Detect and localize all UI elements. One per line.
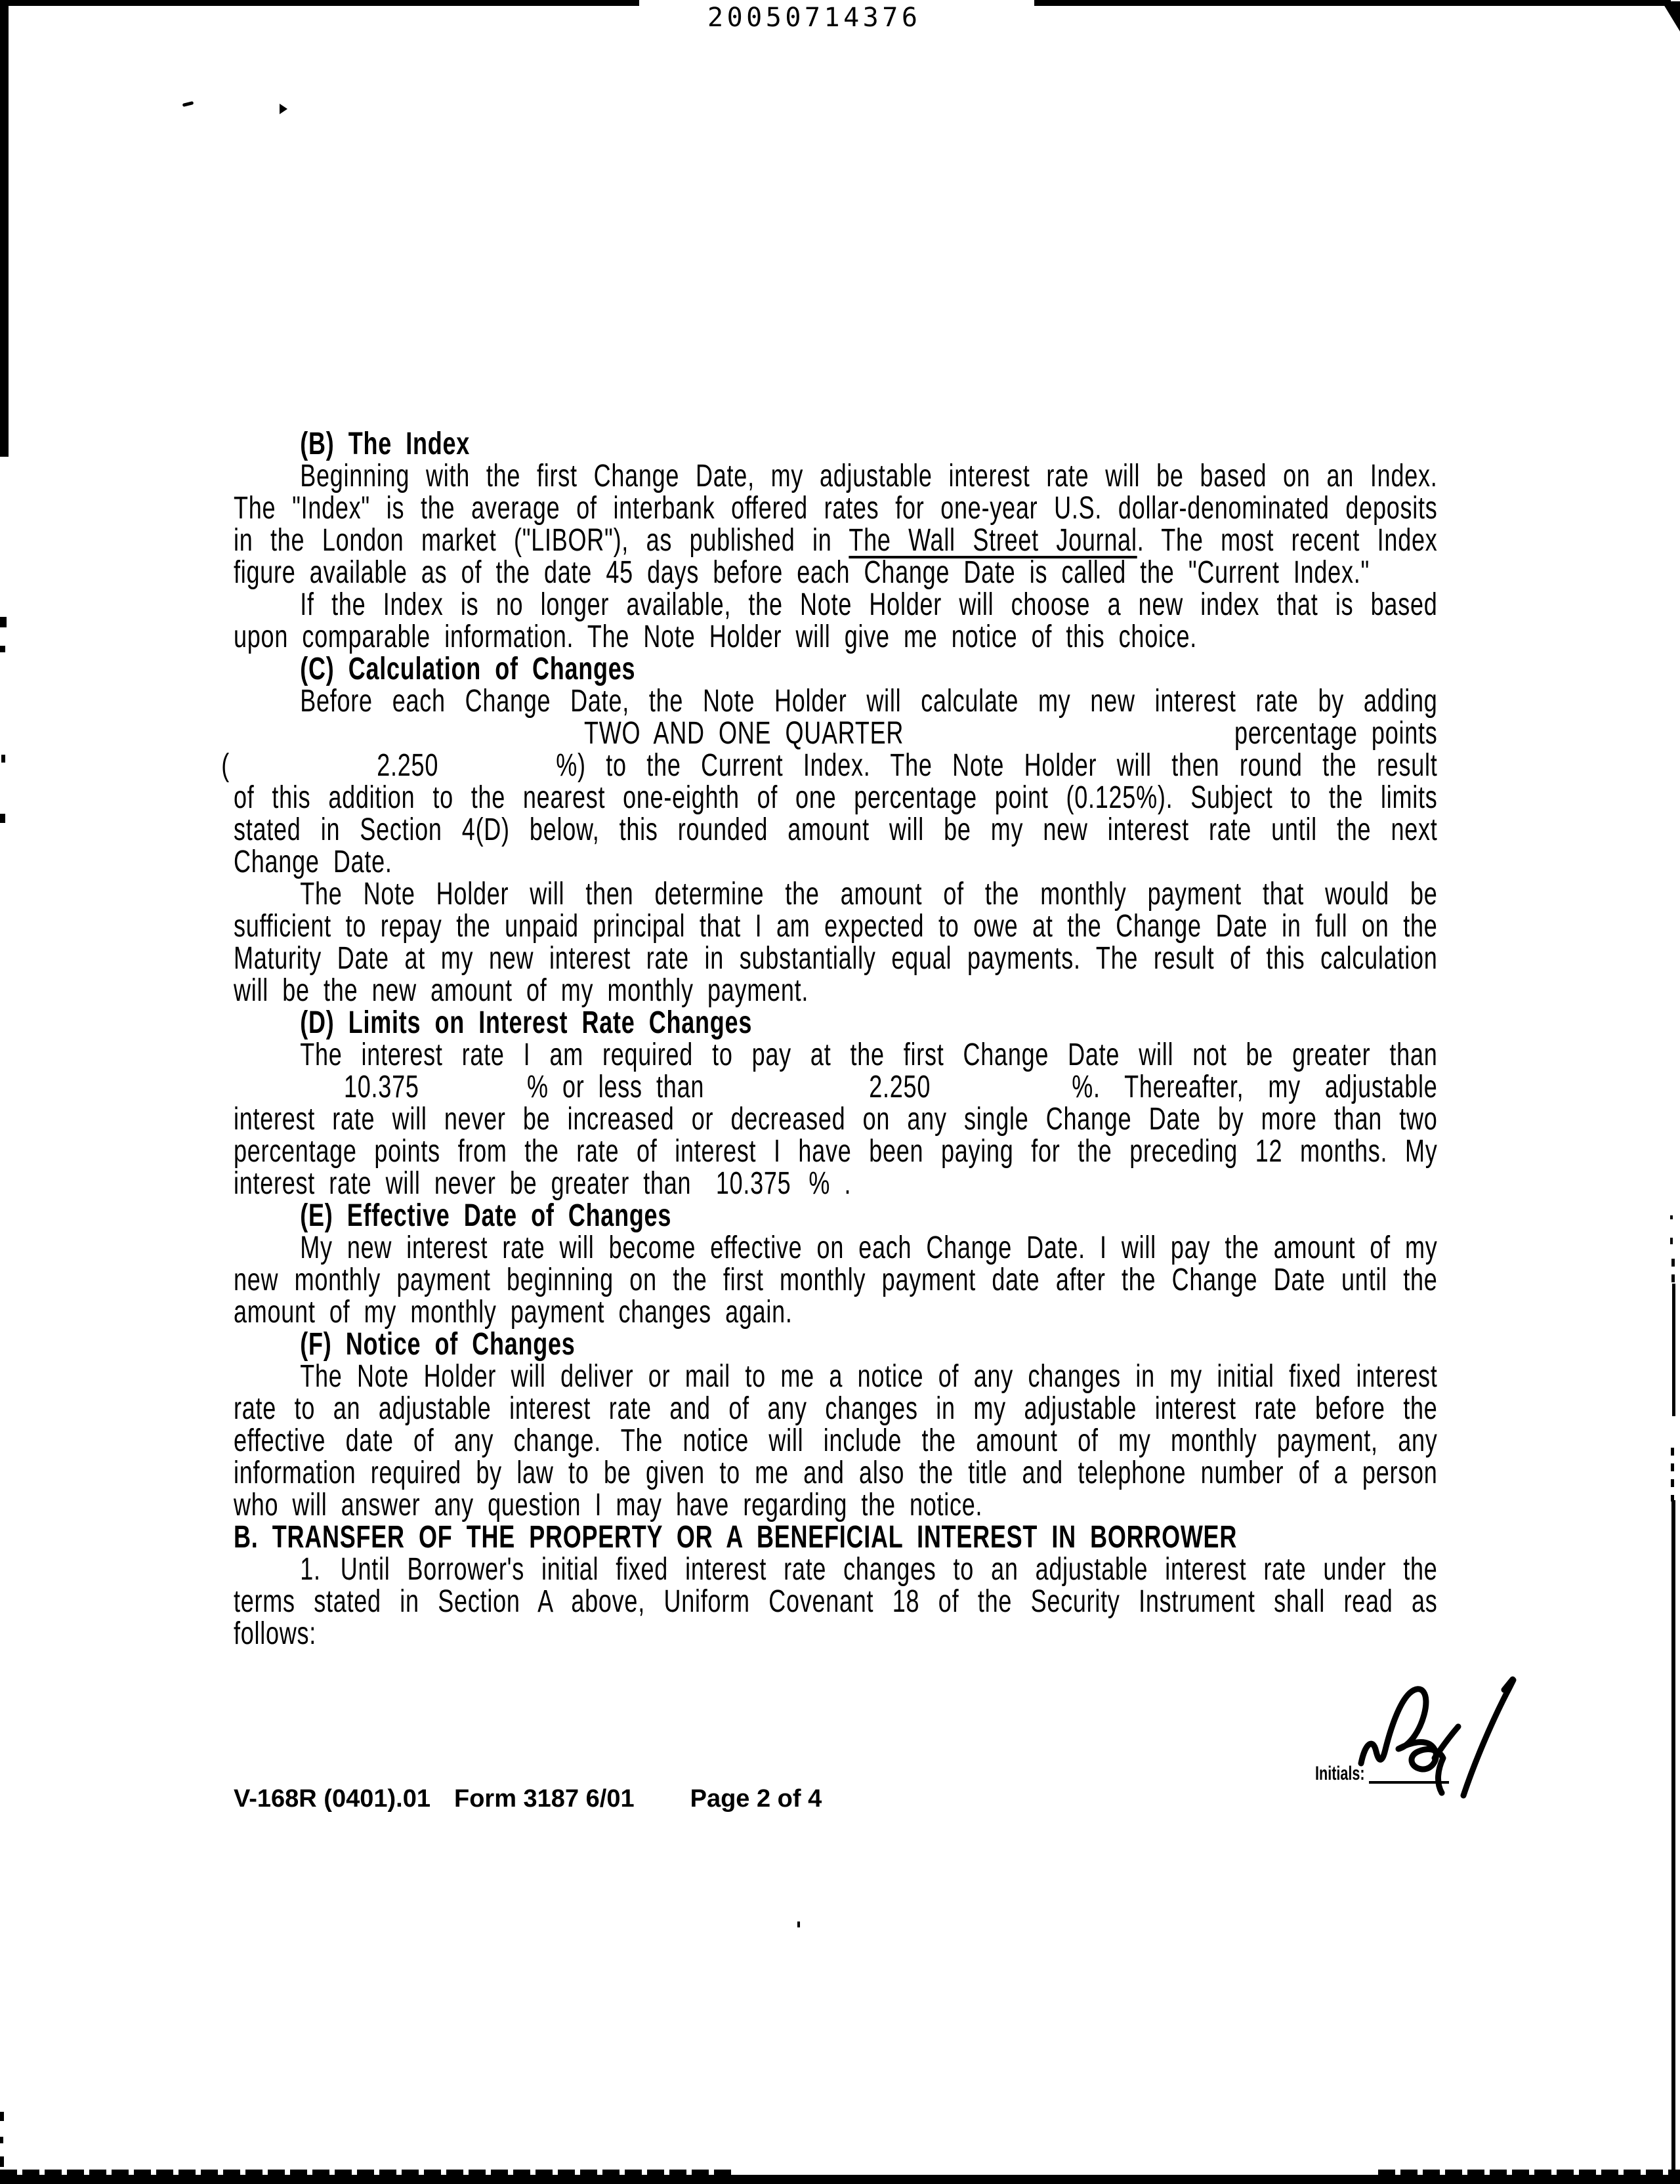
blank-space (691, 1192, 716, 1194)
scan-artifact-left-dash (0, 2112, 4, 2121)
scan-artifact-top-bar-right (1034, 0, 1671, 6)
footer-gap (430, 1806, 454, 1807)
text-run: My new interest rate will become effective on each Change Date. I will pay the amount of my new monthly payment beginning on the first monthly payment date after the Change Date until the amount of my monthly payment changes again. (234, 1230, 1438, 1330)
section-heading-c-calculation: (C) Calculation of Changes (300, 652, 636, 686)
paragraph (234, 782, 1438, 878)
scan-artifact-left-dash (0, 814, 5, 823)
paragraph (234, 589, 1438, 653)
paragraph (234, 460, 1438, 589)
fill-in-line (234, 717, 1438, 749)
section-heading-d-limits: (D) Limits on Interest Rate Changes (300, 1005, 753, 1040)
text-run: If the Index is no longer available, the Note Holder will choose a new index that is based upon comparable information. The Note Holder will give me notice of this choice. (234, 587, 1438, 654)
scan-artifact-right-edge-dashed (1671, 1259, 1675, 1285)
scan-artifact-top-right-corner (1662, 1, 1680, 32)
filled-value: TWO AND ONE QUARTER (584, 716, 904, 751)
fill-in-line (234, 1071, 1438, 1103)
paragraph (234, 1232, 1438, 1328)
initials-label: Initials: (1315, 1763, 1365, 1784)
scan-artifact-top-bar-left (0, 0, 639, 6)
filled-value: 10.375 (715, 1166, 791, 1201)
recording-number: 20050714376 (707, 3, 921, 33)
paragraph (234, 1553, 1438, 1650)
paragraph (234, 1103, 1438, 1200)
text-run: The Note Holder will then determine the amount of the monthly payment that would be sufficient to repay the unpaid principal that I am expected to owe at the Change Date in full on the Maturity Date at my new interest rate in substantially equal payments. The result of this calculation will be the new amount of my monthly payment. (234, 877, 1438, 1008)
blank-space (321, 1578, 341, 1580)
scan-artifact-speck (280, 104, 287, 114)
filled-value: 10.375 (344, 1070, 419, 1104)
section-heading-b-index: (B) The Index (300, 427, 471, 461)
scan-artifact-left-dash (0, 617, 7, 627)
filled-value: 2.250 (377, 748, 439, 783)
scan-artifact-bottom-bar (0, 2175, 1680, 2184)
form-number: Form 3187 6/01 (453, 1785, 635, 1813)
form-footer-line (234, 1785, 822, 1813)
scan-artifact-speck (797, 1922, 800, 1927)
blank-space (791, 1192, 808, 1194)
form-text: %. Thereafter, my adjustable (1072, 1070, 1438, 1104)
form-text: % or less than (527, 1070, 705, 1104)
handwritten-initials-signature (1339, 1664, 1529, 1805)
text-run: Until Borrower's initial fixed interest rate changes to an adjustable interest rate under the terms stated in Section A above, Uniform Covenant 18 of the Security Instrument shall read as follows: (234, 1552, 1438, 1651)
form-text: %) to the Current Index. The Note Holder will then round the result (556, 748, 1438, 783)
scan-artifact-right-edge-dashed (1671, 1448, 1674, 1502)
scan-artifact-speck (182, 101, 194, 107)
text-run: interest rate will never be increased or decreased on any single Change Date by more than two percentage points from the rate of interest I have been paying for the preceding 12 months. My interest rate will never be greater than (234, 1102, 1438, 1201)
scan-artifact-right-edge-line (1672, 1284, 1675, 1416)
text-run: Beginning with the first Change Date, my adjustable interest rate will be based on an Index. The "Index" is the average of interbank offered rates for one-year U.S. dollar-denominated deposits in the London market ("LIBOR"), as published in (234, 459, 1438, 558)
underlined-text: The Wall Street Journal (849, 523, 1137, 558)
scan-artifact-left-dash (0, 646, 5, 652)
fill-in-line (221, 748, 1438, 783)
scan-artifact-left-dash (0, 2137, 3, 2143)
scan-artifact-right-edge-line (1671, 1500, 1675, 2184)
section-heading-f-notice: (F) Notice of Changes (300, 1327, 576, 1362)
text-run: 1. (300, 1552, 321, 1587)
text-column (221, 427, 1438, 1651)
paragraph-line: Before each Change Date, the Note Holder will calculate my new interest rate by adding (300, 684, 1438, 719)
scan-artifact-left-dash (1, 755, 5, 763)
text-run: % . (808, 1166, 852, 1201)
text-run: of this addition to the nearest one-eighth of one percentage point (0.125%). Subject to the limits stated in Section 4(D) below, this rounded amount will be my new interest rate until the next Change Date. (234, 780, 1438, 879)
text-run: . The most recent Index figure available as of the date 45 days before each Change Date is called the "Current Index." (234, 523, 1438, 590)
paragraph (234, 878, 1438, 1007)
form-text: ( (221, 748, 230, 783)
scan-artifact-left-dash (0, 2156, 4, 2167)
page-indicator: Page 2 of 4 (690, 1785, 822, 1813)
scan-artifact-left-edge-bar (0, 0, 9, 457)
section-heading-transfer: B. TRANSFER OF THE PROPERTY OR A BENEFICIAL INTEREST IN BORROWER (234, 1520, 1238, 1555)
scan-artifact-right-dot (1670, 1238, 1673, 1244)
paragraph (234, 1360, 1438, 1521)
paragraph-line: The interest rate I am required to pay at the first Change Date will not be greater than (300, 1038, 1438, 1072)
text-run: The Note Holder will deliver or mail to me a notice of any changes in my initial fixed interest rate to an adjustable interest rate and of any changes in my adjustable interest rate before the effective date of any change. The notice will include the amount of my monthly payment, any information required by law to be given to me and also the title and telephone number of a person who will answer any question I may have regarding the notice. (234, 1359, 1438, 1522)
footer-gap (635, 1806, 690, 1807)
section-heading-e-effective: (E) Effective Date of Changes (300, 1198, 672, 1233)
form-text: percentage points (1234, 716, 1438, 751)
filled-value: 2.250 (869, 1070, 931, 1104)
form-code: V-168R (0401).01 (234, 1785, 430, 1813)
scan-artifact-right-dot (1670, 1215, 1673, 1219)
